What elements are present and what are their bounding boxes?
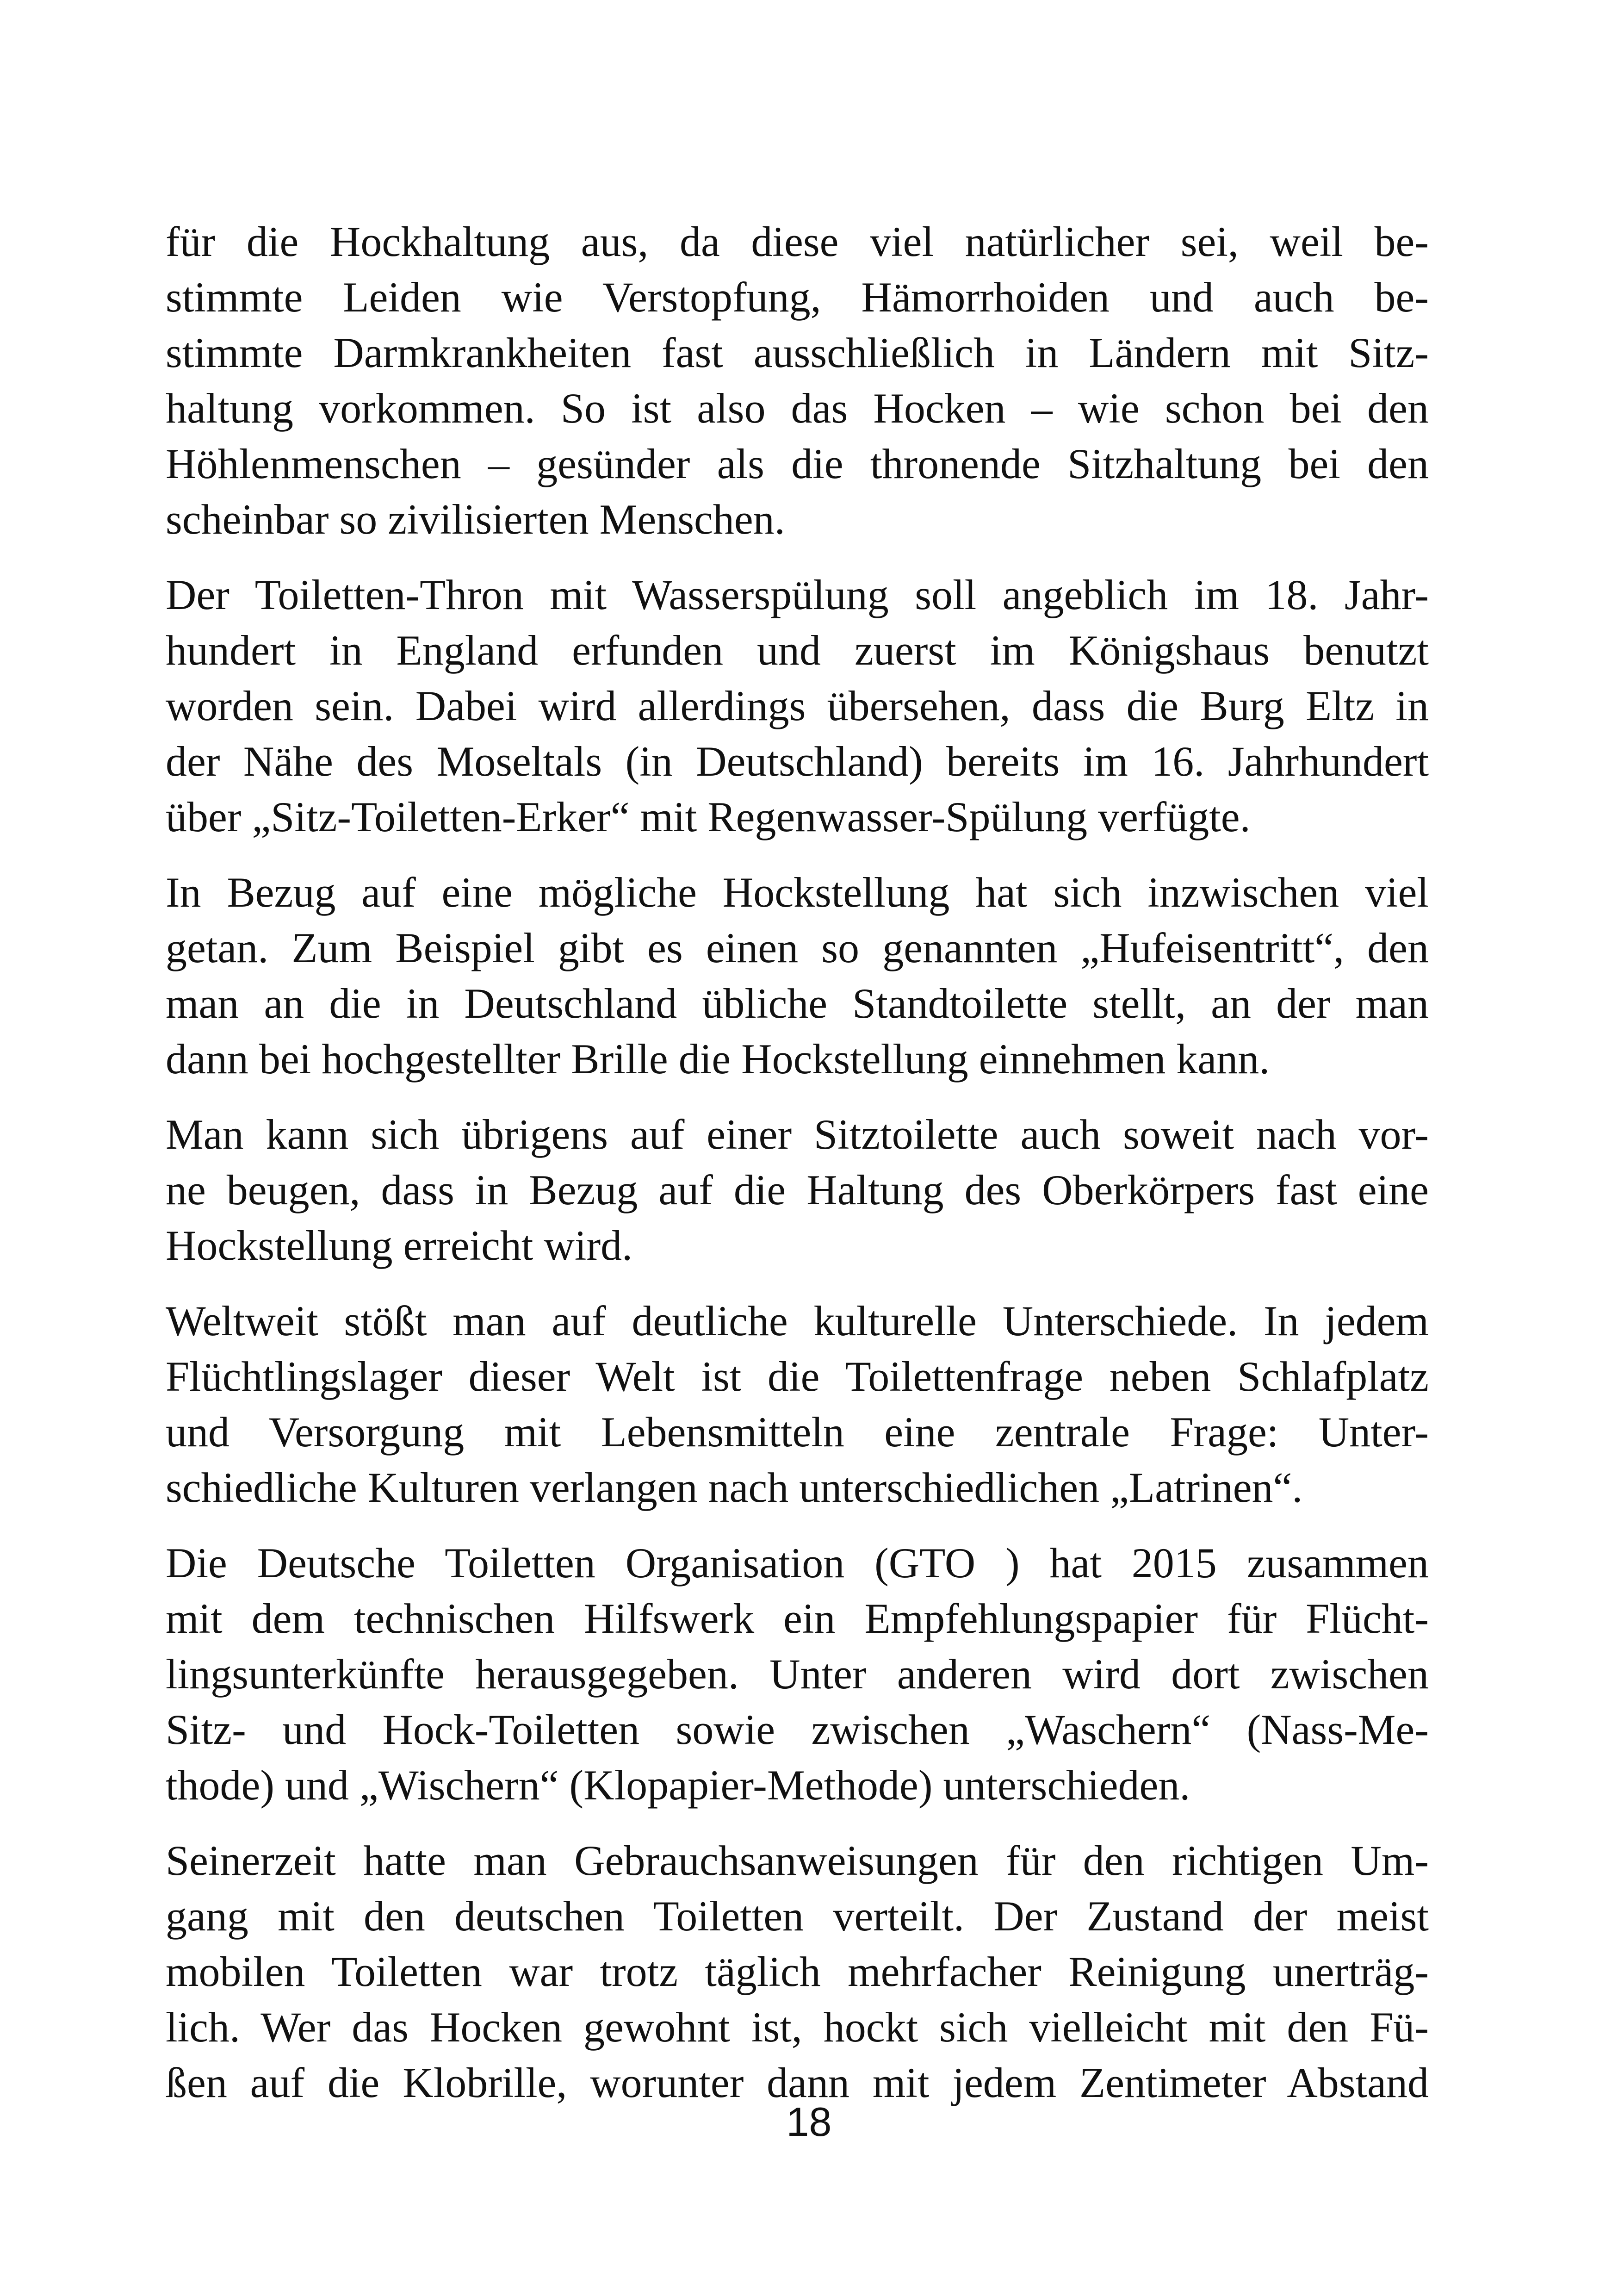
text-line: haltung vorkommen. So ist also das Hocken – wie schon bei den [166,385,1429,432]
text-line: getan. Zum Beispiel gibt es einen so genannten „Hufeisentritt“, den [166,924,1429,971]
text-line: schiedliche Kulturen verlangen nach unterschiedlichen „Latrinen“. [166,1464,1303,1511]
paragraph-hockhaltung [166,214,1429,547]
text-line: mobilen Toiletten war trotz täglich mehrfacher Reinigung unerträg- [166,1948,1429,1995]
text-line: lingsunterkünfte herausgegeben. Unter anderen wird dort zwischen [166,1650,1429,1698]
text-line: gang mit den deutschen Toiletten verteilt. Der Zustand der meist [166,1892,1429,1940]
paragraph-gto [166,1535,1429,1813]
text-line: und Versorgung mit Lebensmitteln eine zentrale Frage: Unter- [166,1408,1429,1456]
text-line: Weltweit stößt man auf deutliche kulturelle Unterschiede. In jedem [166,1297,1429,1344]
text-line: Der Toiletten-Thron mit Wasserspülung soll angeblich im 18. Jahr- [166,571,1429,618]
text-line: Die Deutsche Toiletten Organisation (GTO ) hat 2015 zusammen [166,1539,1429,1587]
text-line: Seinerzeit hatte man Gebrauchsanweisungen für den richtigen Um- [166,1837,1429,1884]
text-line: ßen auf die Klobrille, worunter dann mit jedem Zentimeter Abstand [166,2059,1429,2106]
page-number: 18 [786,2099,832,2145]
text-line: Höhlenmenschen – gesünder als die thronende Sitzhaltung bei den [166,440,1429,487]
text-line: dann bei hochgestellter Brille die Hockstellung einnehmen kann. [166,1035,1270,1083]
text-line: Man kann sich übrigens auf einer Sitztoilette auch soweit nach vor- [166,1111,1429,1158]
paragraph-sitztoilette [166,1107,1429,1273]
text-line: stimmte Leiden wie Verstopfung, Hämorrhoiden und auch be- [166,274,1429,321]
text-line: ne beugen, dass in Bezug auf die Haltung des Oberkörpers fast eine [166,1166,1429,1213]
paragraph-gebrauchsanweisungen [166,1833,1429,2110]
text-line: mit dem technischen Hilfswerk ein Empfehlungspapier für Flücht- [166,1595,1429,1642]
text-line: für die Hockhaltung aus, da diese viel natürlicher sei, weil be- [166,218,1429,265]
text-line: Flüchtlingslager dieser Welt ist die Toilettenfrage neben Schlafplatz [166,1353,1429,1400]
text-line: scheinbar so zivilisierten Menschen. [166,496,785,543]
body-text [166,214,1429,2130]
paragraph-hockstellung [166,865,1429,1087]
text-line: der Nähe des Moseltals (in Deutschland) bereits im 16. Jahrhundert [166,738,1429,785]
text-line: man an die in Deutschland übliche Standtoilette stellt, an der man [166,980,1429,1027]
text-line: worden sein. Dabei wird allerdings übersehen, dass die Burg Eltz in [166,682,1429,729]
text-line: In Bezug auf eine mögliche Hockstellung hat sich inzwischen viel [166,869,1429,916]
text-line: über „Sitz-Toiletten-Erker“ mit Regenwasser-Spülung verfügte. [166,793,1251,840]
text-line: Sitz- und Hock-Toiletten sowie zwischen „Waschern“ (Nass-Me- [166,1706,1429,1753]
paragraph-toiletten-thron [166,567,1429,845]
text-line: hundert in England erfunden und zuerst im Königshaus benutzt [166,627,1429,674]
text-line: lich. Wer das Hocken gewohnt ist, hockt sich vielleicht mit den Fü- [166,2004,1429,2051]
text-line: thode) und „Wischern“ (Klopapier-Methode) unterschieden. [166,1761,1190,1809]
paragraph-kulturelle-unterschiede [166,1293,1429,1515]
text-line: Hockstellung erreicht wird. [166,1222,633,1269]
text-line: stimmte Darmkrankheiten fast ausschließlich in Ländern mit Sitz- [166,329,1429,376]
